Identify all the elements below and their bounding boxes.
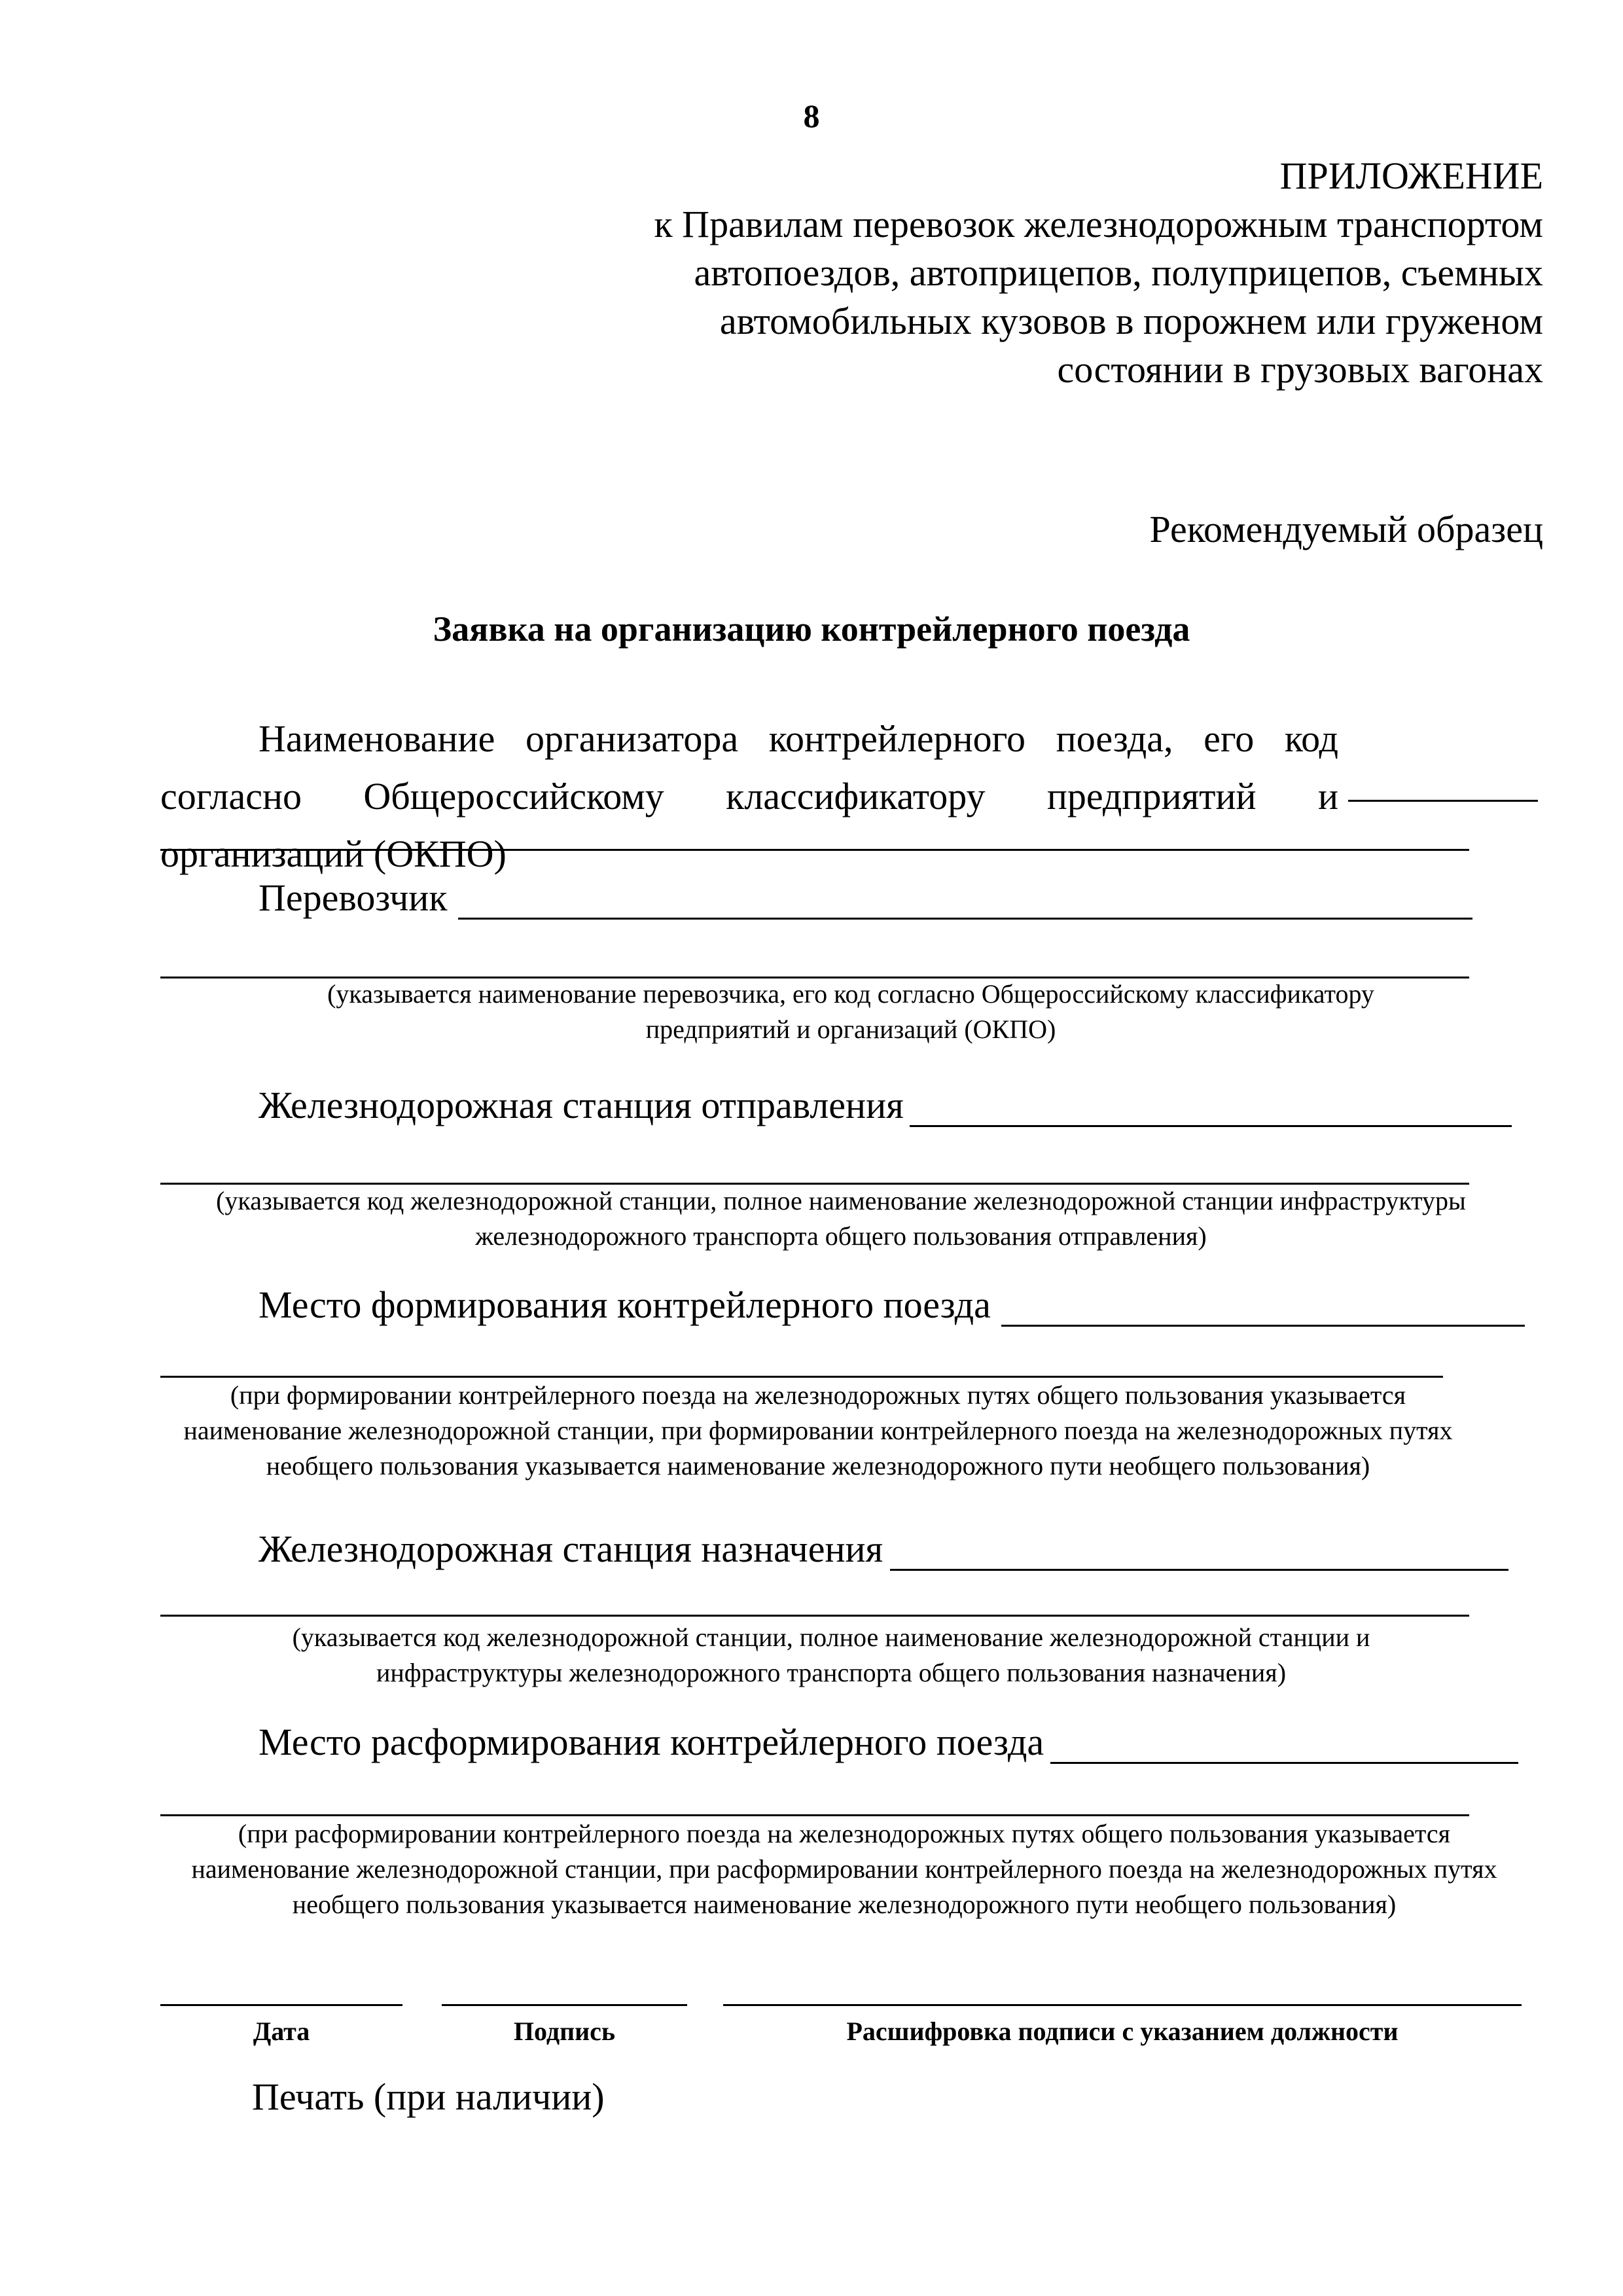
name-position-input[interactable] — [723, 1973, 1522, 2006]
formation-place-label: Место формирования контрейлерного поезда — [259, 1283, 991, 1326]
recommended-sample-label: Рекомендуемый образец — [1149, 508, 1543, 550]
name-position-caption: Расшифровка подписи с указанием должности — [846, 2017, 1399, 2046]
destination-station-input[interactable] — [890, 1538, 1508, 1571]
disbanding-place-input-continued[interactable] — [160, 1784, 1469, 1816]
date-input[interactable] — [160, 1973, 402, 2006]
carrier-input[interactable] — [458, 887, 1472, 920]
signature-caption: Подпись — [513, 2017, 616, 2046]
departure-station-label: Железнодорожная станция отправления — [259, 1084, 904, 1126]
carrier-hint: (указывается наименование перевозчика, его код согласно Общероссийскому классификатору предприятий и организаций (ОКПО) — [327, 979, 1374, 1044]
organizer-input[interactable] — [1348, 769, 1538, 802]
formation-place-input[interactable] — [1001, 1294, 1525, 1327]
organizer-input-continued[interactable] — [160, 818, 1469, 851]
destination-station-input-continued[interactable] — [160, 1584, 1469, 1617]
form-title: Заявка на организацию контрейлерного поезда — [433, 609, 1190, 649]
organizer-label: Наименование организатора контрейлерного поезда, его код согласно Общероссийскому классификатору предприятий и организаций (ОКПО) — [160, 717, 1338, 875]
departure-station-input-continued[interactable] — [160, 1152, 1469, 1185]
appendix-title: ПРИЛОЖЕНИЕ — [1279, 154, 1543, 197]
signature-input[interactable] — [442, 1973, 687, 2006]
formation-place-hint: (при формировании контрейлерного поезда на железнодорожных путях общего пользования указывается наименование железнодорожной станции, при формировании контрейлерного поезда на железнодорожных путях необщего пользования указывается наименование железнодорожного пути необщего пользования) — [183, 1380, 1453, 1480]
seal-label: Печать (при наличии) — [252, 2075, 605, 2118]
disbanding-place-input[interactable] — [1050, 1731, 1518, 1764]
destination-station-hint: (указывается код железнодорожной станции, полное наименование железнодорожной станции и инфраструктуры железнодорожного транспорта общего пользования назначения) — [292, 1623, 1370, 1687]
departure-station-input[interactable] — [910, 1094, 1512, 1127]
formation-place-input-continued[interactable] — [160, 1345, 1443, 1378]
carrier-input-continued[interactable] — [160, 946, 1469, 978]
carrier-label: Перевозчик — [259, 876, 448, 919]
date-caption: Дата — [253, 2017, 310, 2046]
departure-station-hint: (указывается код железнодорожной станции, полное наименование железнодорожной станции инфраструктуры железнодорожного транспорта общего пользования отправления) — [216, 1186, 1466, 1251]
appendix-subtitle: к Правилам перевозок железнодорожным транспортом автопоездов, автоприцепов, полуприцепов, съемных автомобильных кузовов в порожнем или груженом состоянии в грузовых вагонах — [654, 203, 1543, 391]
disbanding-place-label: Место расформирования контрейлерного поезда — [259, 1721, 1044, 1763]
destination-station-label: Железнодорожная станция назначения — [259, 1528, 883, 1570]
disbanding-place-hint: (при расформировании контрейлерного поезда на железнодорожных путях общего пользования указывается наименование железнодорожной станции, при расформировании контрейлерного поезда на железнодорожных путях необщего пользования указывается наименование железнодорожного пути необщего пользования) — [191, 1819, 1497, 1919]
page-number: 8 — [803, 98, 820, 134]
